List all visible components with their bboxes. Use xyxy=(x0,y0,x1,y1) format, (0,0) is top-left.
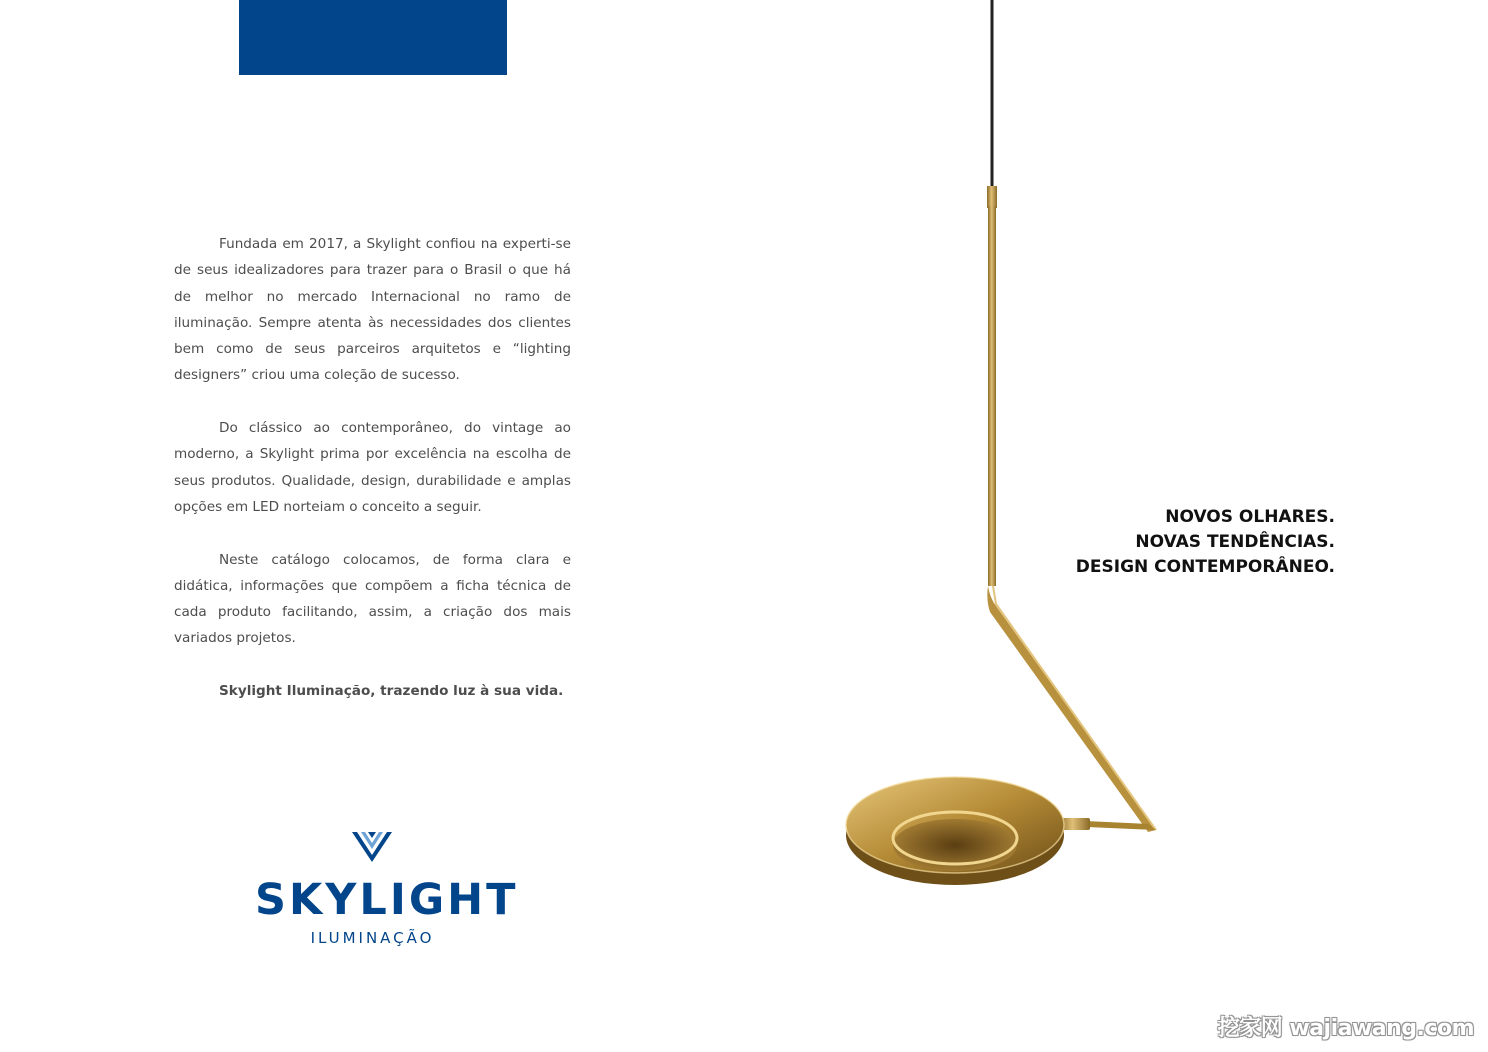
skylight-logo xyxy=(255,830,519,955)
watermark: 挖家网 wajiawang.com xyxy=(1217,1016,1474,1041)
tagline-line-1: NOVOS OLHARES. xyxy=(1165,507,1335,527)
tagline-line-2: NOVAS TENDÊNCIAS. xyxy=(1135,532,1335,552)
logo-brand: SKYLIGHT xyxy=(255,875,519,925)
intro-paragraph-3: Neste catálogo colocamos, de forma clara e didática, informações que compõem a ficha técnica de cada produto facilitando, assim, a criação dos mais variados projetos. xyxy=(174,551,571,647)
tagline xyxy=(1030,505,1335,580)
intro-paragraph-2: Do clássico ao contemporâneo, do vintage ao moderno, a Skylight prima por excelência na escolha de seus produtos. Qualidade, design, durabilidade e amplas opções em LED norteiam o conceito a seguir. xyxy=(174,420,571,515)
intro-paragraph-1: Fundada em 2017, a Skylight confiou na experti-se de seus idealizadores para trazer para o Brasil o que há de melhor no mercado Internacional no ramo de iluminação. Sempre atenta às necessidades dos clientes bem como de seus parceiros arquitetos e “lighting designers” criou uma coleção de sucesso. xyxy=(174,236,571,384)
slogan: Skylight Iluminação, trazendo luz à sua vida. xyxy=(219,683,564,699)
logo-subtitle: ILUMINAÇÃO xyxy=(310,929,435,947)
chevron-v-icon xyxy=(352,832,392,862)
tagline-line-3: DESIGN CONTEMPORÂNEO. xyxy=(1075,557,1335,577)
blue-header-block xyxy=(239,0,507,75)
intro-text xyxy=(174,231,571,652)
pendant-lamp-image xyxy=(830,0,1170,900)
